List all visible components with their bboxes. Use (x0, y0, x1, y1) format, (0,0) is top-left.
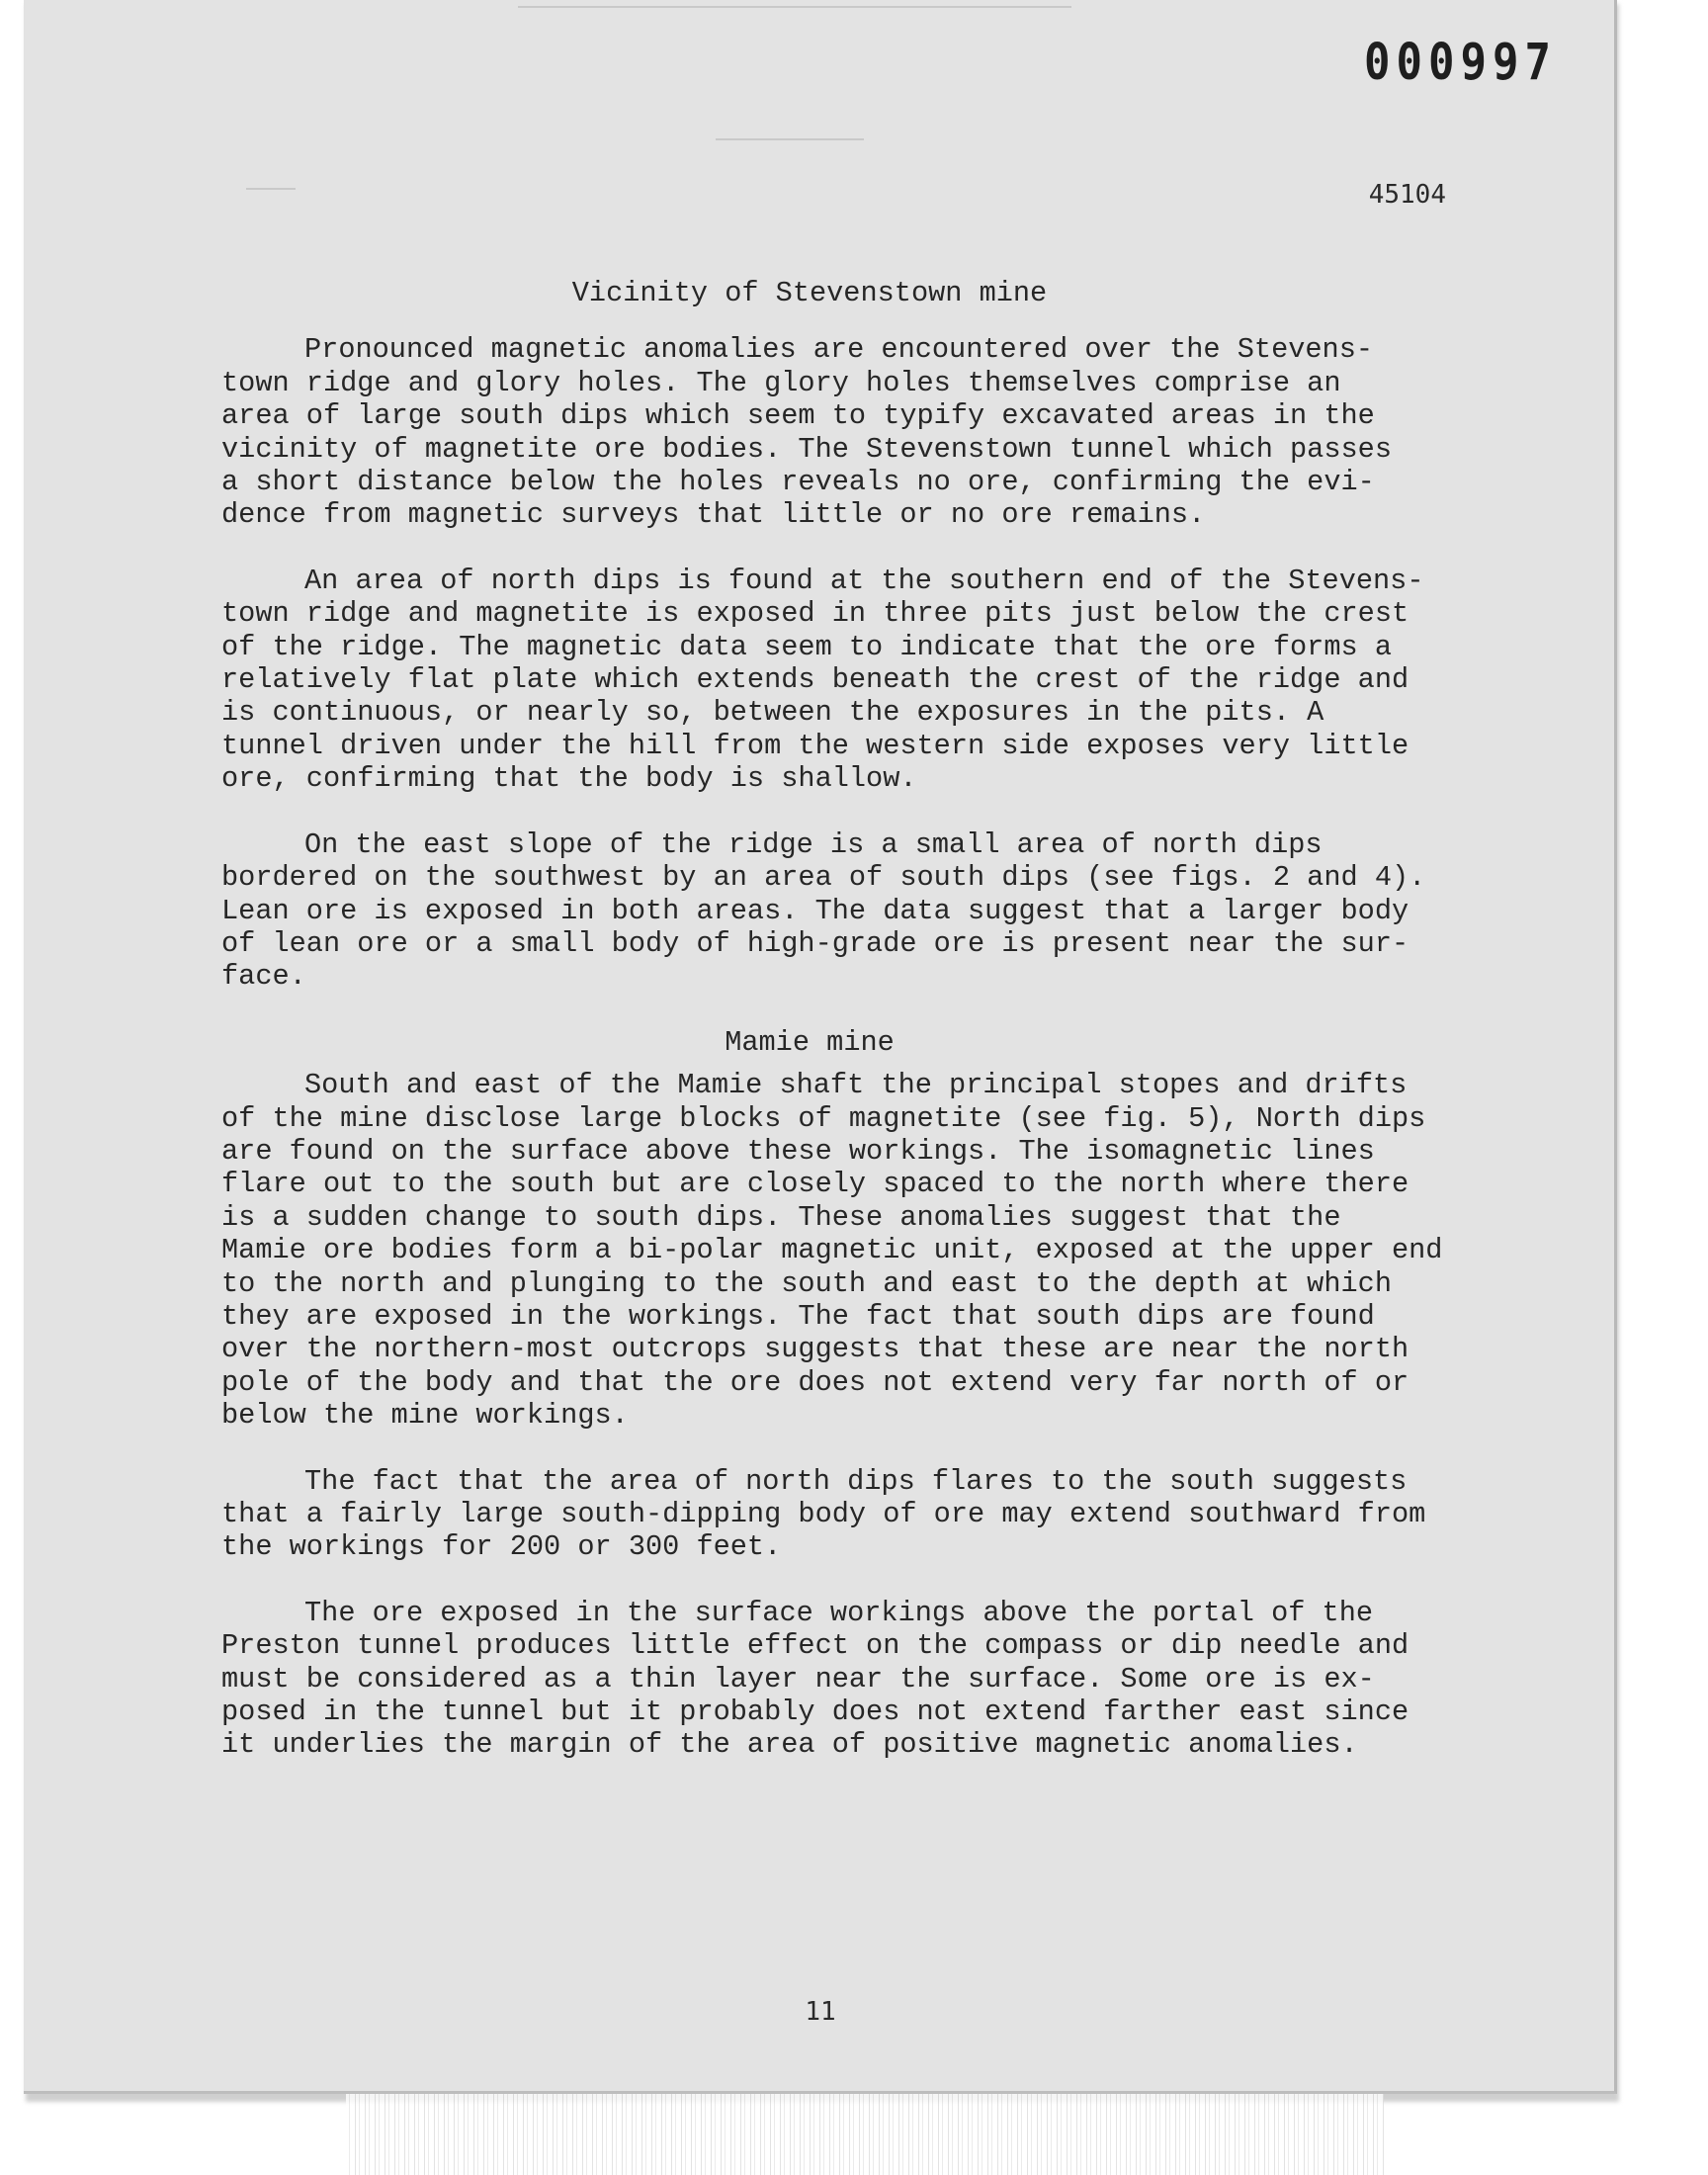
paragraph: The fact that the area of north dips flares to the south suggests that a fairly large south-dipping body of ore may extend southward from the workings for 200 or 300 feet. (221, 1464, 1426, 1564)
paragraph: Pronounced magnetic anomalies are encountered over the Stevens- town ridge and glory holes. The glory holes themselves comprise an area of large south dips which seem to typify excavated areas in the vicinity of magnetite ore bodies. The Stevenstown tunnel which passes a short distance below the holes reveals no ore, confirming the evi- dence from magnetic surveys that little or no ore remains. (221, 333, 1392, 532)
section-heading-mamie: Mamie mine (725, 1025, 895, 1059)
bates-stamp: 000997 (1364, 34, 1557, 92)
scan-artifact (346, 2094, 1384, 2175)
document-number: 45104 (1368, 180, 1446, 210)
bleed-through-mark (518, 6, 1071, 8)
document-body (221, 277, 1447, 1794)
bleed-through-mark (716, 138, 864, 140)
paragraph: On the east slope of the ridge is a small area of north dips bordered on the southwest by an area of south dips (see figs. 2 and 4). Lean ore is exposed in both areas. The data suggest that a larger body of lean ore or a small body of high-grade ore is present near the sur- face. (221, 827, 1426, 994)
page-number: 11 (805, 1997, 836, 2027)
section-heading-stevenstown: Vicinity of Stevenstown mine (571, 277, 1048, 309)
bleed-through-mark (246, 188, 296, 190)
document-page (24, 0, 1617, 2094)
paragraph: The ore exposed in the surface workings above the portal of the Preston tunnel produces little effect on the compass or dip needle and must be considered as a thin layer near the surface. Some ore is ex- posed in the tunnel but it probably does not extend farther east since it underlies the margin of the area of positive magnetic anomalies. (221, 1596, 1409, 1762)
paragraph: An area of north dips is found at the southern end of the Stevens- town ridge and magnetite is exposed in three pits just below the crest of the ridge. The magnetic data seem to indicate that the ore forms a relatively flat plate which extends beneath the crest of the ridge and is continuous, or nearly so, between the exposures in the pits. A tunnel driven under the hill from the western side exposes very little ore, confirming that the body is shallow. (221, 564, 1424, 796)
paragraph: South and east of the Mamie shaft the principal stopes and drifts of the mine disclose large blocks of magnetite (see fig. 5), North dips are found on the surface above these workings. The isomagnetic lines flare out to the south but are closely spaced to the north where there is a sudden change to south dips. These anomalies suggest that the Mamie ore bodies form a bi-polar magnetic unit, exposed at the upper end to the north and plunging to the south and east to the depth at which they are exposed in the workings. The fact that south dips are found over the northern-most outcrops suggests that these are near the north pole of the body and that the ore does not extend very far north of or below the mine workings. (221, 1069, 1443, 1433)
